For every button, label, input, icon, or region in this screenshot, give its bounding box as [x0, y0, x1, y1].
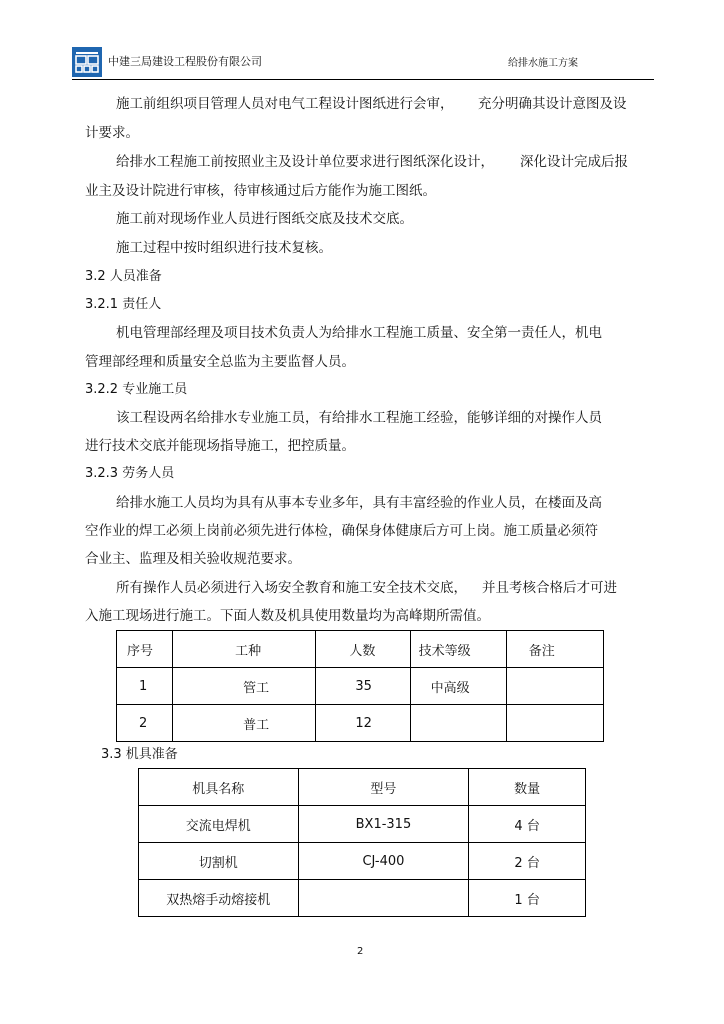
para8-line2: 入施工现场进行施工。下面人数及机具使用数量均为高峰期所需值。 — [85, 608, 490, 624]
cell-no: 2 — [117, 705, 173, 742]
section-3-2-2: 3.2.2 专业施工员 — [85, 382, 188, 397]
header-cell-count: 人数 — [316, 631, 410, 668]
header-cell-no: 序号 — [117, 631, 173, 668]
cell-count: 12 — [316, 705, 410, 742]
para1-line2: 计要求。 — [85, 125, 139, 141]
cell-count: 35 — [316, 668, 410, 705]
cell-grade: 中高级 — [410, 668, 506, 705]
cell-trade: 管工 — [173, 668, 316, 705]
header-cell-model: 型号 — [298, 769, 469, 806]
para7-line2: 空作业的焊工必须上岗前必须先进行体检，确保身体健康后方可上岗。施工质量必须符 — [85, 523, 598, 539]
section-3-2-1: 3.2.1 责任人 — [85, 297, 162, 312]
cell-no: 1 — [117, 668, 173, 705]
cell-tool-name: 双热熔手动熔接机 — [139, 880, 299, 917]
cell-model: BX1-315 — [298, 806, 469, 843]
table-row — [117, 668, 604, 705]
cell-remark — [506, 668, 603, 705]
para7-line3: 合业主、监理及相关验收规范要求。 — [85, 551, 301, 567]
cell-tool-name: 交流电焊机 — [139, 806, 299, 843]
table-header-row — [139, 769, 586, 806]
cell-quantity: 4 台 — [469, 806, 586, 843]
header-company: 中建三局建设工程股份有限公司 — [108, 55, 262, 68]
table-row — [139, 843, 586, 880]
para4: 施工过程中按时组织进行技术复核。 — [116, 240, 332, 256]
para1-line1b: 充分明确其设计意图及设 — [478, 96, 627, 112]
para6-line1: 该工程设两名给排水专业施工员，有给排水工程施工经验，能够详细的对操作人员 — [116, 410, 602, 426]
cell-grade — [410, 705, 506, 742]
para8-line1: 所有操作人员必须进行入场安全教育和施工安全技术交底， — [116, 580, 467, 596]
staff-table — [116, 630, 604, 742]
cell-trade: 普工 — [173, 705, 316, 742]
cell-quantity: 1 台 — [469, 880, 586, 917]
tool-table — [138, 768, 586, 917]
section-3-3: 3.3 机具准备 — [101, 747, 178, 762]
para1-line1: 施工前组织项目管理人员对电气工程设计图纸进行会审， — [116, 96, 454, 112]
header-cell-trade: 工种 — [173, 631, 316, 668]
cell-model: CJ-400 — [298, 843, 469, 880]
header-divider — [72, 79, 654, 80]
header-cell-tool-name: 机具名称 — [139, 769, 299, 806]
para6-line2: 进行技术交底并能现场指导施工，把控质量。 — [85, 438, 355, 454]
header-cell-remark: 备注 — [506, 631, 603, 668]
para2-line1: 给排水工程施工前按照业主及设计单位要求进行图纸深化设计， — [116, 154, 494, 170]
para3: 施工前对现场作业人员进行图纸交底及技术交底。 — [116, 211, 413, 227]
para7-line1: 给排水施工人员均为具有从事本专业多年，具有丰富经验的作业人员，在楼面及高 — [116, 495, 602, 511]
section-3-2-3: 3.2.3 劳务人员 — [85, 466, 175, 481]
cell-model — [298, 880, 469, 917]
para5-line2: 管理部经理和质量安全总监为主要监督人员。 — [85, 354, 355, 370]
cell-quantity: 2 台 — [469, 843, 586, 880]
cell-tool-name: 切割机 — [139, 843, 299, 880]
table-header-row — [117, 631, 604, 668]
para2-line2: 业主及设计院进行审核，待审核通过后方能作为施工图纸。 — [85, 183, 436, 199]
page-number: 2 — [357, 946, 364, 957]
para5-line1: 机电管理部经理及项目技术负责人为给排水工程施工质量、安全第一责任人，机电 — [116, 325, 602, 341]
header-cell-grade: 技术等级 — [410, 631, 506, 668]
company-logo-icon — [72, 47, 102, 77]
para2-line1b: 深化设计完成后报 — [520, 154, 628, 170]
table-row — [139, 880, 586, 917]
table-row — [117, 705, 604, 742]
para8-line1b: 并且考核合格后才可进 — [482, 580, 617, 596]
table-row — [139, 806, 586, 843]
header-cell-quantity: 数量 — [469, 769, 586, 806]
section-3-2: 3.2 人员准备 — [85, 269, 162, 284]
cell-remark — [506, 705, 603, 742]
header-doc-title: 给排水施工方案 — [508, 58, 578, 69]
